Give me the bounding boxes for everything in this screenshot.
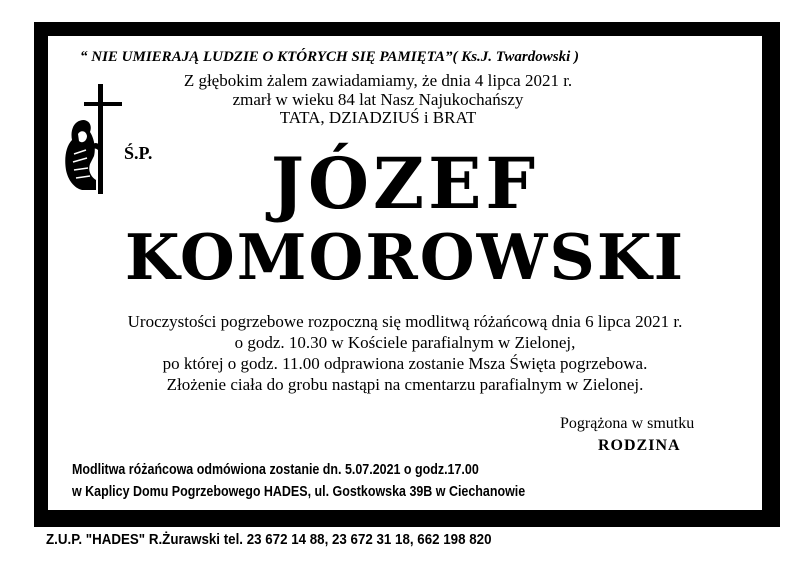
prayer-line: Modlitwa różańcowa odmówiona zostanie dn. 5.07.2021 o godz.17.00 (72, 462, 479, 478)
grief-label: Pogrążona w smutku (560, 415, 695, 432)
ceremony-line: o godz. 10.30 w Kościele parafialnym w Zielonej, (234, 333, 576, 352)
funeral-details (78, 311, 732, 395)
announcement-intro (178, 72, 578, 128)
ceremony-line: po której o godz. 11.00 odprawiona zostanie Msza Święta pogrzebowa. (162, 354, 648, 373)
intro-line: Z głębokim żalem zawiadamiamy, że dnia 4 lipca 2021 r. (183, 71, 573, 90)
funeral-home-footer: Z.U.P. "HADES" R.Żurawski tel. 23 672 14 88, 23 672 31 18, 662 198 820 (46, 532, 492, 548)
prayer-notice (72, 459, 525, 503)
intro-line: zmarł w wieku 84 lat Nasz Najukochańszy (232, 89, 524, 109)
intro-line: TATA, DZIADZIUŚ i BRAT (279, 108, 477, 127)
sp-label: Ś.P. (124, 143, 153, 163)
ceremony-line: Złożenie ciała do grobu nastąpi na cmentarzu parafialnym w Zielonej. (166, 375, 644, 394)
deceased-first-name: JÓZEF (270, 142, 540, 225)
prayer-line: w Kaplicy Domu Pogrzebowego HADES, ul. Gostkowska 39B w Ciechanowie (72, 484, 526, 500)
family-signature: RODZINA (598, 437, 681, 454)
obituary-border (34, 22, 780, 527)
deceased-last-name: KOMOROWSKI (124, 220, 686, 294)
obituary-panel (48, 36, 762, 510)
ceremony-line: Uroczystości pogrzebowe rozpoczną się modlitwą różańcową dnia 6 lipca 2021 r. (127, 312, 683, 331)
motto-quote: “ NIE UMIERAJĄ LUDZIE O KTÓRYCH SIĘ PAMIĘTA”( Ks.J. Twardowski ) (80, 49, 579, 65)
